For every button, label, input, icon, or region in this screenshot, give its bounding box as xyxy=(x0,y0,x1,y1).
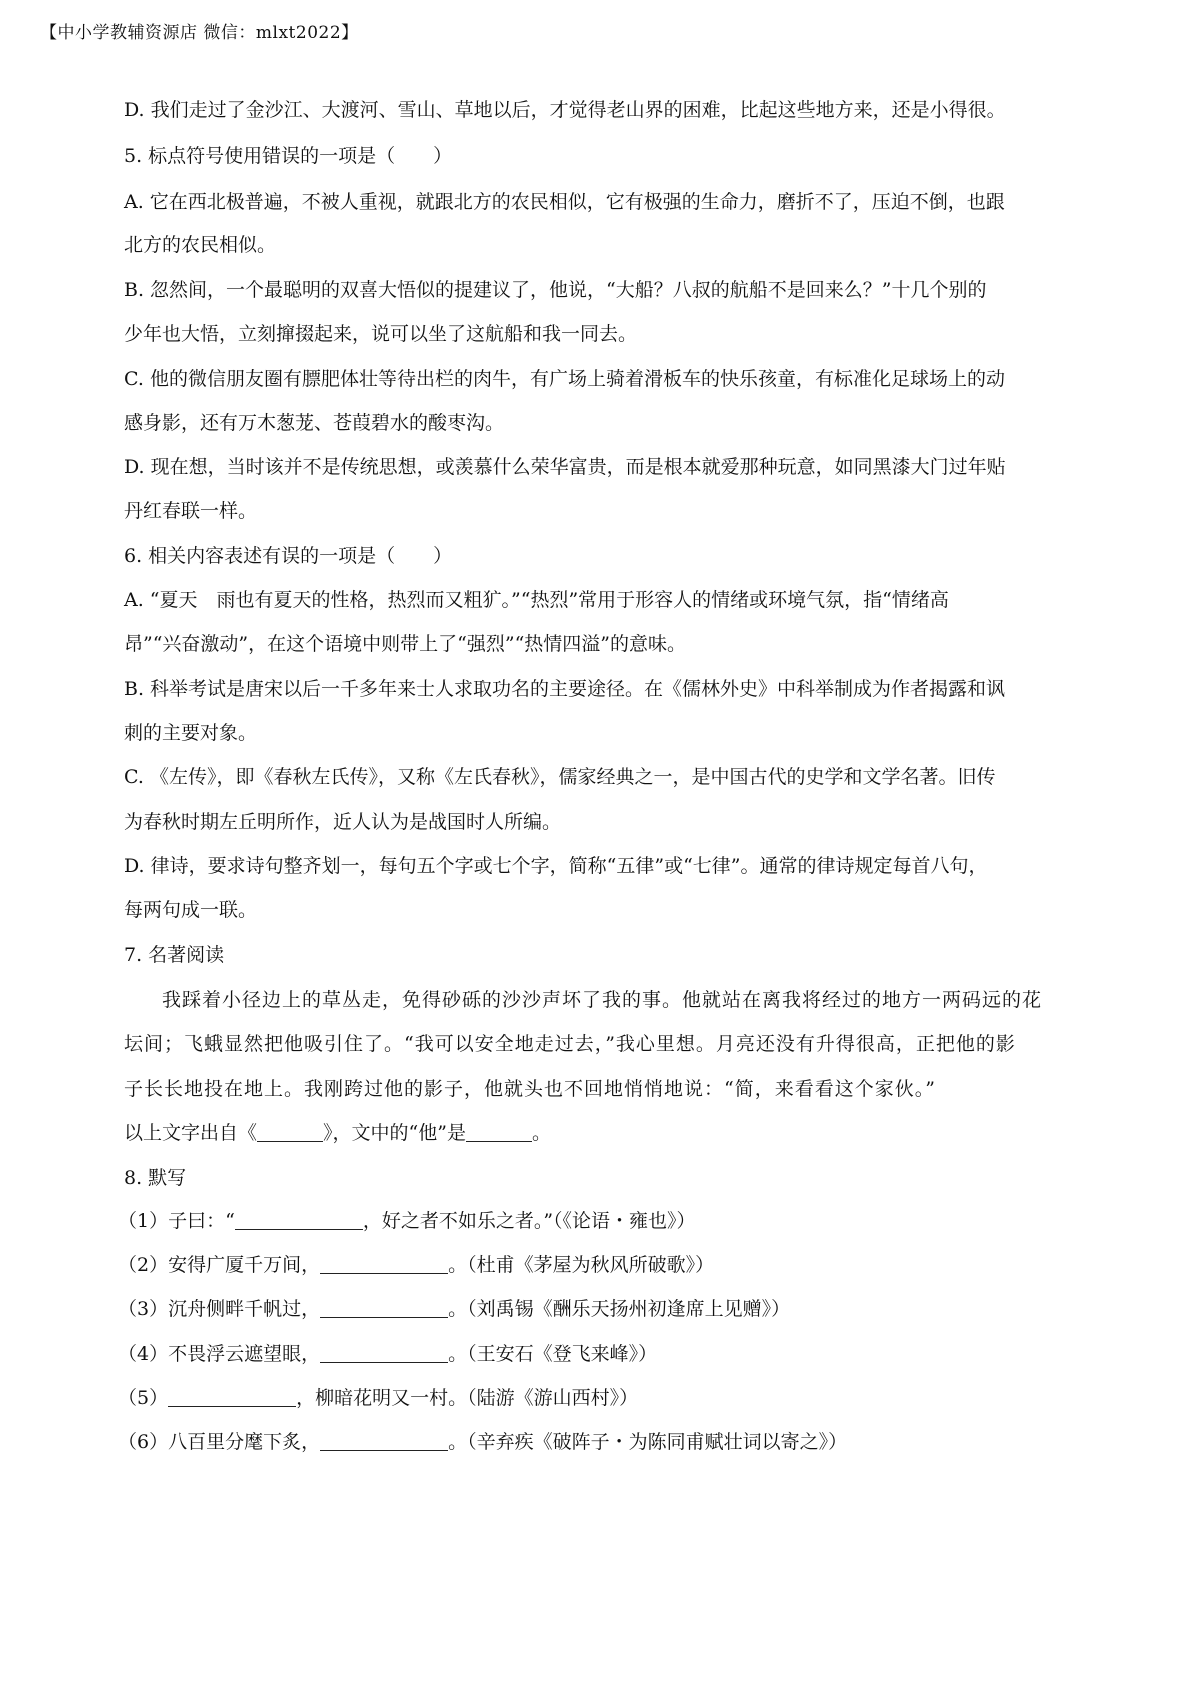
q5-option-c-line2: 感身影，还有万木葱茏、苍葭碧水的酸枣沟。 xyxy=(124,412,505,434)
q5-option-a-line1: A. 它在西北极普遍，不被人重视，就跟北方的农民相似，它有极强的生命力，磨折不了，压迫不倒，也跟 xyxy=(124,191,1005,213)
q8-item-4-prefix: （4）不畏浮云遮望眼， xyxy=(118,1343,321,1365)
q7-passage-line3: 子长长地投在地上。我刚跨过他的影子，他就头也不回地悄悄地说：“简，来看看这个家伙。” xyxy=(124,1078,936,1100)
q8-item-1-blank[interactable] xyxy=(235,1209,363,1230)
q5-option-d-line1: D. 现在想，当时该并不是传统思想，或羡慕什么荣华富贵，而是根本就爱那种玩意，如同黑漆大门过年贴 xyxy=(124,456,1006,478)
q8-item-1-suffix: ，好之者不如乐之者。”（《论语・雍也》） xyxy=(362,1210,696,1232)
q6-option-d-line2: 每两句成一联。 xyxy=(124,899,258,921)
q5-option-c-line1: C. 他的微信朋友圈有膘肥体壮等待出栏的肉牛，有广场上骑着滑板车的快乐孩童，有标准化足球场上的动 xyxy=(124,368,1005,390)
q8-item-4 xyxy=(118,1342,657,1367)
q6-option-c-line1: C. 《左传》，即《春秋左氏传》，又称《左氏春秋》，儒家经典之一，是中国古代的史学和文学名著。旧传 xyxy=(124,766,996,788)
q8-item-4-blank[interactable] xyxy=(320,1342,448,1363)
q7-character-blank[interactable] xyxy=(466,1121,532,1142)
q8-item-3-prefix: （3）沉舟侧畔千帆过， xyxy=(118,1298,321,1320)
q8-item-5-prefix: （5） xyxy=(118,1387,169,1409)
q6-option-a-line2: 昂”“兴奋激动”，在这个语境中则带上了“强烈”“热情四溢”的意味。 xyxy=(124,633,686,655)
q7-title: 7. 名著阅读 xyxy=(124,944,225,966)
q8-title: 8. 默写 xyxy=(124,1167,187,1189)
q8-item-6-blank[interactable] xyxy=(320,1430,448,1451)
q8-item-5-blank[interactable] xyxy=(168,1386,296,1407)
q7-passage-line1: 我踩着小径边上的草丛走，免得砂砾的沙沙声坏了我的事。他就站在离我将经过的地方一两码远的花 xyxy=(162,989,1043,1011)
q6-option-b-line1: B. 科举考试是唐宋以后一千多年来士人求取功名的主要途径。在《儒林外史》中科举制成为作者揭露和讽 xyxy=(124,678,1006,700)
q6-option-c-line2: 为春秋时期左丘明所作，近人认为是战国时人所编。 xyxy=(124,811,562,833)
q8-item-3 xyxy=(118,1297,790,1322)
q7-question xyxy=(124,1121,551,1146)
q5-title: 5. 标点符号使用错误的一项是（ ） xyxy=(124,145,453,167)
q5-option-b-line1: B. 忽然间，一个最聪明的双喜大悟似的提建议了，他说，“大船？八叔的航船不是回来么？”十几个别的 xyxy=(124,279,987,301)
q8-item-6-prefix: （6）八百里分麾下炙， xyxy=(118,1431,321,1453)
q8-item-2-suffix: 。（杜甫《茅屋为秋风所破歌》） xyxy=(448,1254,715,1276)
q8-item-5-suffix: ，柳暗花明又一村。（陆游《游山西村》） xyxy=(296,1387,639,1409)
q8-item-3-blank[interactable] xyxy=(320,1297,448,1318)
q5-option-a-line2: 北方的农民相似。 xyxy=(124,234,277,256)
q8-item-4-suffix: 。（王安石《登飞来峰》） xyxy=(448,1343,658,1365)
q8-item-6-suffix: 。（辛弃疾《破阵子・为陈同甫赋壮词以寄之》） xyxy=(448,1431,848,1453)
q8-item-3-suffix: 。（刘禹锡《酬乐天扬州初逢席上见赠》） xyxy=(448,1298,791,1320)
q4-option-d: D. 我们走过了金沙江、大渡河、雪山、草地以后，才觉得老山界的困难，比起这些地方来，还是小得很。 xyxy=(124,99,1006,121)
q8-item-2-blank[interactable] xyxy=(320,1253,448,1274)
q8-item-5 xyxy=(118,1386,638,1411)
q7-question-part-c: 。 xyxy=(531,1122,551,1144)
q5-option-d-line2: 丹红春联一样。 xyxy=(124,500,258,522)
q6-option-a-line1: A. “夏天 雨也有夏天的性格，热烈而又粗犷。”“热烈”常用于形容人的情绪或环境气氛，指“情绪高 xyxy=(124,589,949,611)
q5-option-b-line2: 少年也大悟，立刻撺掇起来，说可以坐了这航船和我一同去。 xyxy=(124,323,638,345)
watermark-header: 【中小学教辅资源店 微信：mlxt2022】 xyxy=(40,23,359,43)
q6-option-d-line1: D. 律诗，要求诗句整齐划一，每句五个字或七个字，简称“五律”或“七律”。通常的律诗规定每首八句， xyxy=(124,855,988,877)
q6-option-b-line2: 刺的主要对象。 xyxy=(124,722,258,744)
q7-passage-line2: 坛间；飞蛾显然把他吸引住了。“我可以安全地走过去，”我心里想。月亮还没有升得很高，正把他的影 xyxy=(124,1033,1016,1055)
q8-item-2-prefix: （2）安得广厦千万间， xyxy=(118,1254,321,1276)
q7-question-part-b: 》，文中的“他”是 xyxy=(323,1122,466,1144)
q6-title: 6. 相关内容表述有误的一项是（ ） xyxy=(124,545,453,567)
q7-question-part-a: 以上文字出自《 xyxy=(124,1122,258,1144)
q8-item-1 xyxy=(118,1209,696,1234)
q7-book-blank[interactable] xyxy=(257,1121,323,1142)
q8-item-1-prefix: （1）子曰：“ xyxy=(118,1210,235,1232)
q8-item-2 xyxy=(118,1253,714,1278)
q8-item-6 xyxy=(118,1430,847,1455)
